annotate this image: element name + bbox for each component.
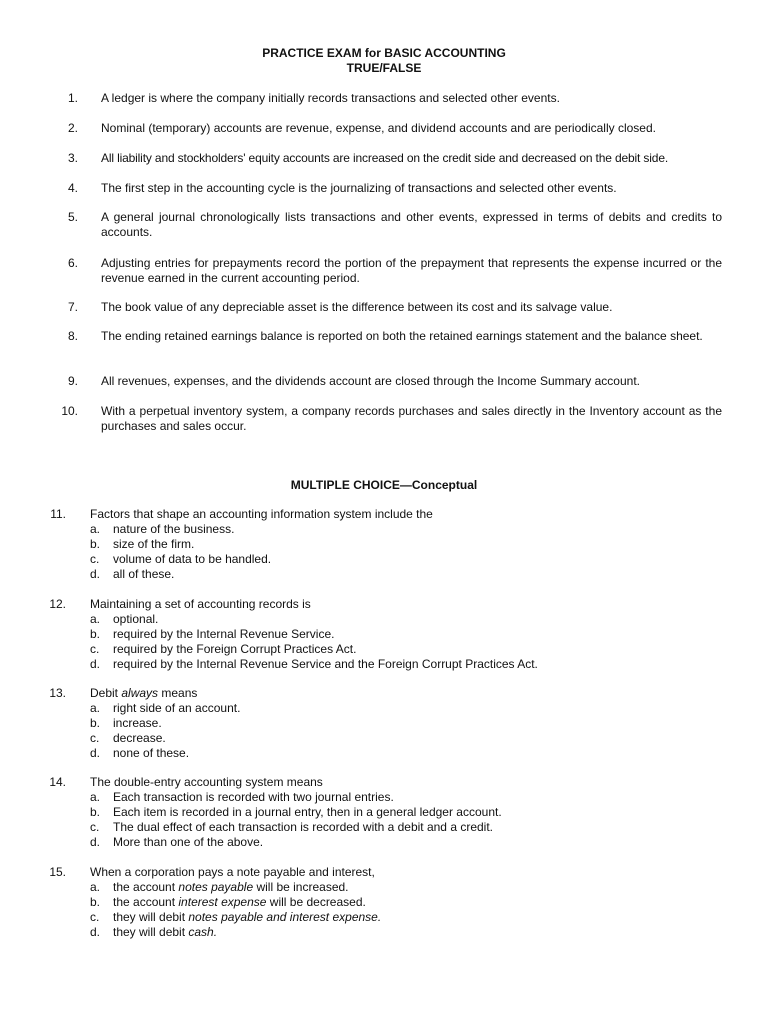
question-text: Adjusting entries for prepayments record the portion of the prepayment that represents the expense incurred or the revenue earned in the current accounting period. (101, 256, 722, 285)
question-number: 4. (67, 181, 78, 195)
question-number: 13. (49, 686, 66, 700)
question-stem: Maintaining a set of accounting records is (90, 597, 311, 611)
question-text: The first step in the accounting cycle is the journalizing of transactions and selected other events. (101, 181, 617, 195)
question-text: The ending retained earnings balance is reported on both the retained earnings statement and the balance sheet. (101, 329, 703, 343)
question-stem: When a corporation pays a note payable and interest, (90, 865, 375, 879)
question-stem: The double-entry accounting system means (90, 775, 323, 789)
option-a: a. nature of the business. (90, 522, 235, 536)
question-number: 14. (49, 775, 66, 789)
question-number: 3. (67, 151, 78, 165)
exam-title: PRACTICE EXAM for BASIC ACCOUNTING (262, 46, 506, 60)
question-number: 6. (67, 256, 78, 270)
option-c: c. they will debit notes payable and interest expense. (90, 910, 382, 924)
question-text: With a perpetual inventory system, a company records purchases and sales directly in the Inventory account as the purchases and sales occur. (101, 404, 722, 433)
option-d: d. none of these. (90, 746, 190, 760)
question-number: 9. (67, 374, 78, 388)
question-number: 10. (61, 404, 78, 418)
section-title-multiple-choice: MULTIPLE CHOICE—Conceptual (290, 478, 478, 492)
option-c: c. The dual effect of each transaction is recorded with a debit and a credit. (90, 820, 494, 834)
option-b: b. size of the firm. (90, 537, 195, 551)
question-number: 7. (67, 300, 78, 314)
question-stem: Factors that shape an accounting information system include the (90, 507, 433, 521)
option-d: d. they will debit cash. (90, 925, 218, 939)
option-d: d. More than one of the above. (90, 835, 264, 849)
option-b: b. the account interest expense will be decreased. (90, 895, 366, 909)
option-a: a. Each transaction is recorded with two journal entries. (90, 790, 394, 804)
question-number: 2. (67, 121, 78, 135)
option-b: b. increase. (90, 716, 162, 730)
question-number: 1. (67, 91, 78, 105)
question-stem: Debit always means (90, 686, 198, 700)
question-text: Nominal (temporary) accounts are revenue, expense, and dividend accounts and are periodically closed. (101, 121, 656, 135)
question-text: The book value of any depreciable asset is the difference between its cost and its salvage value. (101, 300, 613, 314)
option-c: c. decrease. (90, 731, 166, 745)
option-a: a. right side of an account. (90, 701, 241, 715)
question-text: All revenues, expenses, and the dividends account are closed through the Income Summary account. (101, 374, 640, 388)
question-number: 15. (49, 865, 66, 879)
option-d: d. required by the Internal Revenue Service and the Foreign Corrupt Practices Act. (90, 657, 538, 671)
option-c: c. volume of data to be handled. (90, 552, 272, 566)
option-b: b. Each item is recorded in a journal entry, then in a general ledger account. (90, 805, 502, 819)
question-text: A ledger is where the company initially records transactions and selected other events. (101, 91, 560, 105)
section-title-true-false: TRUE/FALSE (346, 61, 422, 75)
option-b: b. required by the Internal Revenue Service. (90, 627, 335, 641)
question-number: 12. (49, 597, 66, 611)
question-number: 11. (50, 507, 66, 521)
question-text: All liability and stockholders' equity accounts are increased on the credit side and decreased on the debit side. (101, 151, 669, 165)
option-d: d. all of these. (90, 567, 175, 581)
question-text: A general journal chronologically lists transactions and other events, expressed in terms of debits and credits to accounts. (101, 210, 722, 239)
option-c: c. required by the Foreign Corrupt Practices Act. (90, 642, 357, 656)
question-number: 8. (67, 329, 78, 343)
option-a: a. the account notes payable will be increased. (90, 880, 349, 894)
option-a: a. optional. (90, 612, 159, 626)
question-number: 5. (67, 210, 78, 224)
